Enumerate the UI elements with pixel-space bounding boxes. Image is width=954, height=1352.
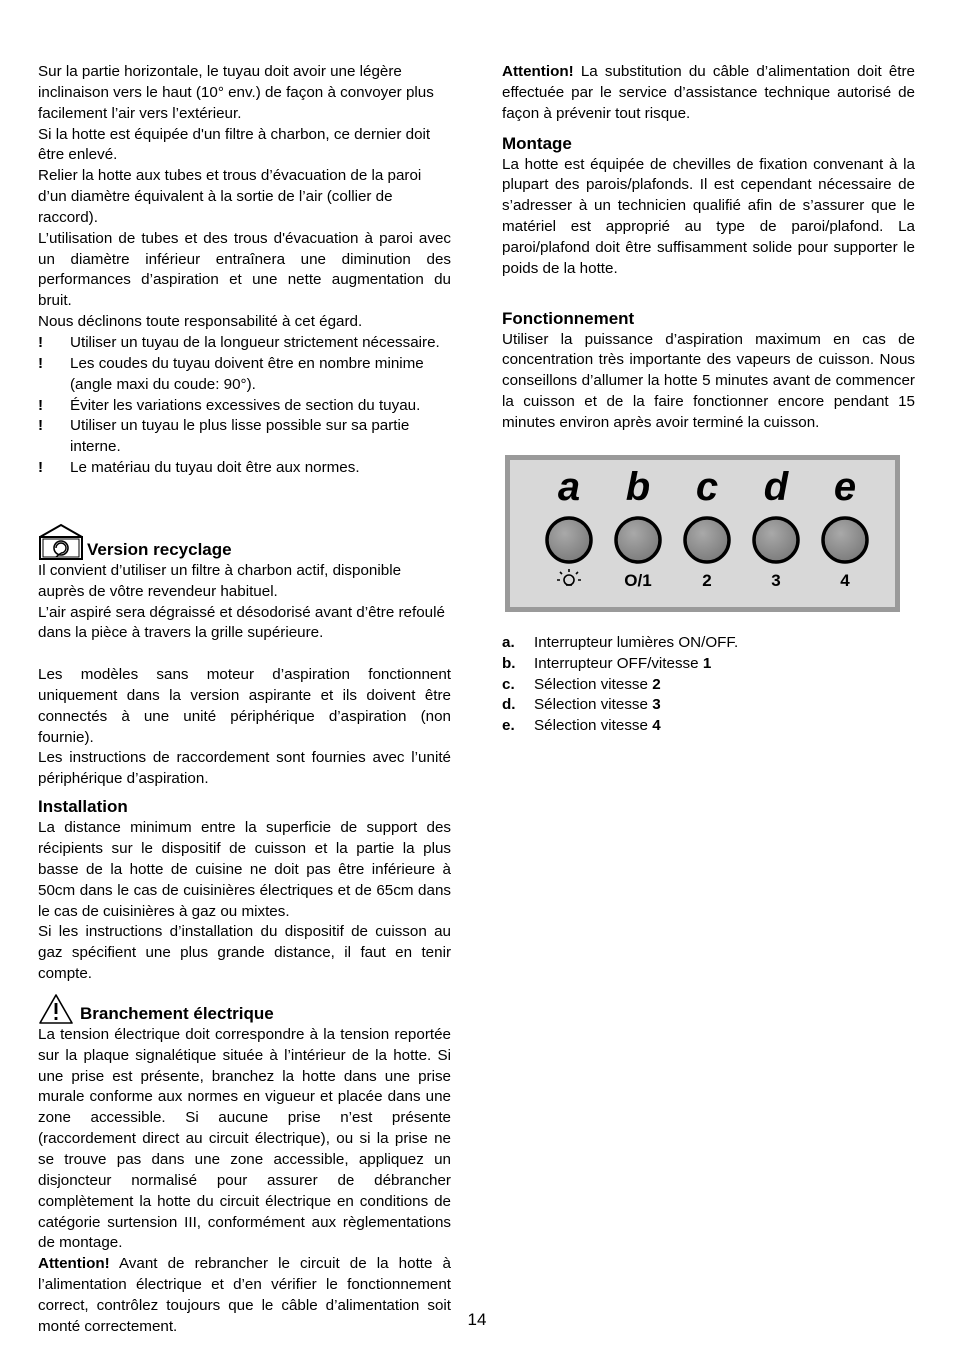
recycling-paragraph-3: Les modèles sans moteur d’aspiration fonctionnent uniquement dans la version aspirante et ils doivent être connectés à une unité périphérique d’aspiration (non fournie).: [38, 666, 451, 746]
legend-key: c.: [502, 675, 515, 693]
legend-item-c: [502, 675, 915, 696]
panel-letter-b: b: [625, 464, 651, 509]
legend-text: Sélection vitesse: [534, 717, 653, 735]
installation-paragraph-2: Si les instructions d’installation du dispositif de cuisson au gaz spécifient une plus grande distance, il faut en tenir compte.: [38, 923, 451, 983]
page-number: 14: [467, 1310, 487, 1329]
cable-attention-text: La substitution du câble d’alimentation doit être effectuée par le service d’assistance technique autorisé de façon à prévenir tout risque.: [502, 63, 915, 122]
bullet-marker: !: [38, 354, 44, 372]
speed-3-knob[interactable]: [754, 518, 798, 562]
legend-key: d.: [502, 696, 516, 714]
bullet-marker: !: [38, 333, 44, 351]
legend-item-b: [502, 654, 915, 675]
warning-icon: [38, 993, 74, 1025]
electrical-title: Branchement électrique: [80, 1003, 274, 1023]
list-item: [38, 354, 451, 396]
recycling-paragraph-4: Les instructions de raccordement sont fournies avec l’unité périphérique d’aspiration.: [38, 749, 451, 788]
list-item-text: Utiliser un tuyau de la longueur strictement nécessaire.: [70, 333, 440, 351]
list-item-text: Éviter les variations excessives de section du tuyau.: [70, 396, 421, 414]
installation-title: Installation: [38, 797, 128, 817]
installation-paragraph-1: La distance minimum entre la superficie de support des récipients sur le dispositif de cuisson et la partie la plus basse de la hotte de cuisine ne doit pas être inférieure à 50cm dans le cas de cuisinières électriques et de 65cm dans le cas de cuisinières à gaz ou mixtes.: [38, 819, 451, 920]
bullet-marker: !: [38, 396, 44, 414]
list-item: [38, 416, 451, 458]
legend-bold: 4: [652, 717, 661, 735]
bullet-marker: !: [38, 417, 44, 435]
attention-label: Attention!: [38, 1255, 110, 1273]
legend-text: Sélection vitesse: [534, 675, 653, 693]
right-column: [502, 62, 915, 737]
legend-bold: 3: [652, 696, 661, 714]
panel-label-b: O/1: [624, 570, 652, 590]
recycling-paragraph-1: Il convient d’utiliser un filtre à charbon actif, disponible auprès de vôtre revendeur habituel.: [38, 561, 402, 600]
legend-item-e: [502, 716, 915, 737]
legend-key: b.: [502, 654, 516, 672]
left-column: [38, 62, 451, 1338]
legend-text: Sélection vitesse: [534, 696, 653, 714]
panel-label-c: 2: [702, 570, 712, 590]
recycling-filter-icon: [38, 523, 84, 561]
montage-title: Montage: [502, 133, 572, 153]
recycling-heading: [38, 523, 451, 561]
list-item: [38, 458, 451, 479]
intro-paragraph-3: Relier la hotte aux tubes et trous d’évacuation de la paroi d’un diamètre équivalent à la sortie de l’air (collier de raccord).: [38, 167, 422, 226]
electrical-paragraph-2-text: Avant de rebrancher le circuit de la hotte à l’alimentation électrique et d’en vérifier le fonctionnement correct, contrôlez toujours que le câble d’alimentation soit monté correctement.: [38, 1255, 451, 1335]
panel-letter-a: a: [557, 464, 581, 509]
electrical-heading: [38, 993, 451, 1025]
legend-text: Interrupteur lumières ON/OFF.: [534, 633, 739, 651]
legend-key: e.: [502, 717, 515, 735]
speed-2-knob[interactable]: [685, 518, 729, 562]
list-item-text: Le matériau du tuyau doit être aux normes.: [70, 459, 360, 477]
intro-paragraph-4: L’utilisation de tubes et des trous d'évacuation à paroi avec un diamètre inférieur entraînera une diminution des performances d’aspiration et une nette augmentation du bruit.: [38, 229, 451, 310]
fonctionnement-title: Fonctionnement: [502, 308, 635, 328]
legend-text: Interrupteur OFF/vitesse: [534, 654, 703, 672]
attention-label: Attention!: [502, 63, 574, 80]
fonctionnement-paragraph: Utiliser la puissance d’aspiration maximum en cas de concentration très importante des vapeurs de cuisson. Nous conseillons d’allumer la hotte 5 minutes avant de commencer la cuisson et de la faire fonctionner encore pendant 15 minutes environ après avoir terminé la cuisson.: [502, 330, 915, 431]
bullet-marker: !: [38, 459, 44, 477]
list-item: [38, 333, 451, 354]
legend-key: a.: [502, 633, 515, 651]
intro-paragraph-1: Sur la partie horizontale, le tuyau doit avoir une légère inclinaison vers le haut (10° env.) de façon à convoyer plus facilement l’air vers l’extérieur.: [38, 63, 434, 122]
panel-letter-d: d: [763, 464, 789, 509]
intro-paragraph-2: Si la hotte est équipée d'un filtre à charbon, ce dernier doit être enlevé.: [38, 125, 431, 164]
light-knob[interactable]: [547, 518, 591, 562]
speed-1-knob[interactable]: [616, 518, 660, 562]
panel-label-e: 4: [840, 570, 850, 590]
recycling-title: Version recyclage: [87, 539, 232, 559]
panel-letter-e: e: [833, 464, 857, 509]
list-item-text: Les coudes du tuyau doivent être en nombre minime (angle maxi du coude: 90°).: [70, 354, 424, 393]
list-item: [38, 396, 451, 417]
legend-bold: 1: [702, 654, 712, 672]
montage-paragraph: La hotte est équipée de chevilles de fixation convenant à la plupart des parois/plafonds. Il est cependant nécessaire de s’adresser à un technicien qualifié afin de s’assurer que le matériel est approprié au type de paroi/plafond. La paroi/plafond doit être suffisamment solide pour supporter le poids de la hotte.: [502, 155, 915, 277]
list-item-text: Utiliser un tuyau le plus lisse possible sur sa partie interne.: [70, 417, 410, 456]
recycling-paragraph-2: L’air aspiré sera dégraissé et désodorisé avant d’être refoulé dans la pièce à travers la grille supérieure.: [38, 603, 445, 642]
legend-item-a: [502, 633, 915, 654]
legend-bold: 2: [652, 675, 661, 693]
control-panel-diagram: [504, 454, 901, 613]
intro-paragraph-5: Nous déclinons toute responsabilité à cet égard.: [38, 313, 363, 331]
speed-4-knob[interactable]: [823, 518, 867, 562]
legend-item-d: [502, 695, 915, 716]
panel-letter-c: c: [695, 464, 719, 509]
electrical-paragraph-1: La tension électrique doit correspondre à la tension reportée sur la plaque signalétique située à l’intérieur de la hotte. Si une prise est présente, branchez la hotte dans une prise murale conforme aux normes en vigueur et placée dans une zone accessible. Si aucune prise n’est présente (raccordement direct au circuit électrique), ou si la prise ne se trouve pas dans une zone accessible, appliquez un disjoncteur normalisé pour assurer de débrancher complètement la hotte du circuit électrique en conditions de catégorie surtension III, conformément aux règlementations de montage.: [38, 1025, 451, 1252]
cable-attention-paragraph: [502, 62, 915, 125]
panel-label-d: 3: [771, 570, 781, 590]
